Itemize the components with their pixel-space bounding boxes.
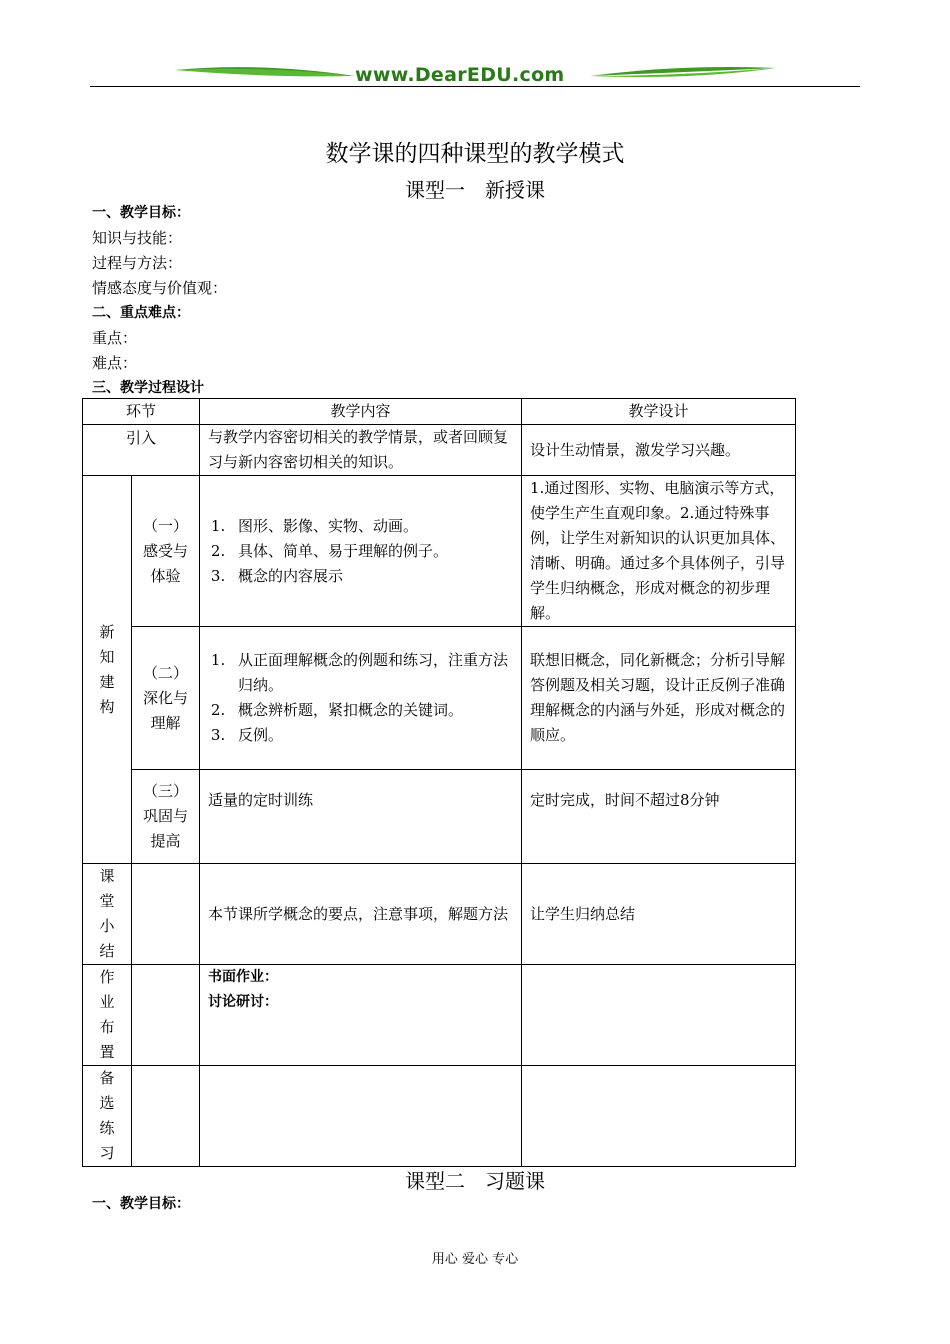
keypoints-heading: 二、重点难点： — [92, 305, 190, 321]
stage-label: 备 选 练 习 — [83, 1066, 132, 1167]
list-item: 2. 具体、简单、易于理解的例子。 — [230, 539, 513, 564]
design-cell: 定时完成，时间不超过8分钟 — [522, 770, 796, 864]
content-cell: 与教学内容密切相关的教学情景，或者回顾复习与新内容密切相关的知识。 — [200, 425, 522, 476]
table-row — [83, 965, 796, 1066]
goal-line: 知识与技能： — [92, 229, 183, 247]
empty-cell — [132, 864, 200, 965]
content-cell — [200, 627, 522, 770]
table-row — [83, 864, 796, 965]
list-item: 1. 从正面理解概念的例题和练习，注重方法归纳。 — [230, 648, 513, 698]
column-header: 教学内容 — [200, 399, 522, 425]
new-knowledge-label: 新 知 建 构 — [83, 476, 132, 864]
homework-discussion: 讨论研讨： — [208, 994, 279, 1010]
process-heading: 三、教学过程设计 — [92, 380, 204, 396]
list-item: 2. 概念辨析题，紧扣概念的关键词。 — [230, 698, 513, 723]
section-title: 课型二 习题课 — [405, 1169, 545, 1193]
list-item: 1. 图形、影像、实物、动画。 — [230, 514, 513, 539]
goal-line: 情感态度与价值观： — [92, 279, 228, 297]
lesson-plan-table — [82, 398, 796, 1167]
design-cell: 让学生归纳总结 — [522, 864, 796, 965]
content-cell — [200, 476, 522, 627]
content-cell — [200, 1066, 522, 1167]
sub-stage-label: （三） 巩固与 提高 — [132, 770, 200, 864]
design-cell: 设计生动情景，激发学习兴趣。 — [522, 425, 796, 476]
page-title: 数学课的四种课型的教学模式 — [325, 141, 625, 167]
stage-label: 课 堂 小 结 — [83, 864, 132, 965]
design-cell — [522, 965, 796, 1066]
content-cell: 适量的定时训练 — [200, 770, 522, 864]
table-row — [83, 425, 796, 476]
table-row — [83, 627, 796, 770]
list-item: 3. 概念的内容展示 — [230, 564, 513, 589]
empty-cell — [132, 1066, 200, 1167]
content-cell: 本节课所学概念的要点，注意事项，解题方法 — [200, 864, 522, 965]
homework-written: 书面作业： — [208, 969, 279, 985]
site-logo-text[interactable]: www.DearEDU.com — [355, 64, 565, 86]
column-header: 教学设计 — [522, 399, 796, 425]
goals-heading: 一、教学目标： — [92, 1196, 190, 1212]
design-cell: 联想旧概念，同化新概念；分析引导解答例题及相关习题，设计正反例子准确理解概念的内涵与外延，形成对概念的顺应。 — [522, 627, 796, 770]
keypoint-line: 难点： — [92, 354, 138, 372]
keypoint-line: 重点： — [92, 329, 138, 347]
sub-stage-label: （一） 感受与 体验 — [132, 476, 200, 627]
sub-stage-label: （二） 深化与 理解 — [132, 627, 200, 770]
goals-heading: 一、教学目标： — [92, 205, 190, 221]
table-row — [83, 770, 796, 864]
design-cell — [522, 1066, 796, 1167]
column-header: 环节 — [83, 399, 200, 425]
table-row — [83, 476, 796, 627]
design-cell: 1.通过图形、实物、电脑演示等方式，使学生产生直观印象。2.通过特殊事例，让学生对新知识的认识更加具体、清晰、明确。通过多个具体例子，引导学生归纳概念，形成对概念的初步理解。 — [522, 476, 796, 627]
page-footer: 用心 爱心 专心 — [431, 1252, 519, 1267]
goal-line: 过程与方法： — [92, 254, 183, 272]
stage-label: 作 业 布 置 — [83, 965, 132, 1066]
list-item: 3. 反例。 — [230, 723, 513, 748]
table-row — [83, 1066, 796, 1167]
section-title: 课型一 新授课 — [405, 178, 545, 202]
stage-label: 引入 — [83, 425, 200, 476]
content-cell — [200, 965, 522, 1066]
empty-cell — [132, 965, 200, 1066]
table-header-row — [83, 399, 796, 425]
